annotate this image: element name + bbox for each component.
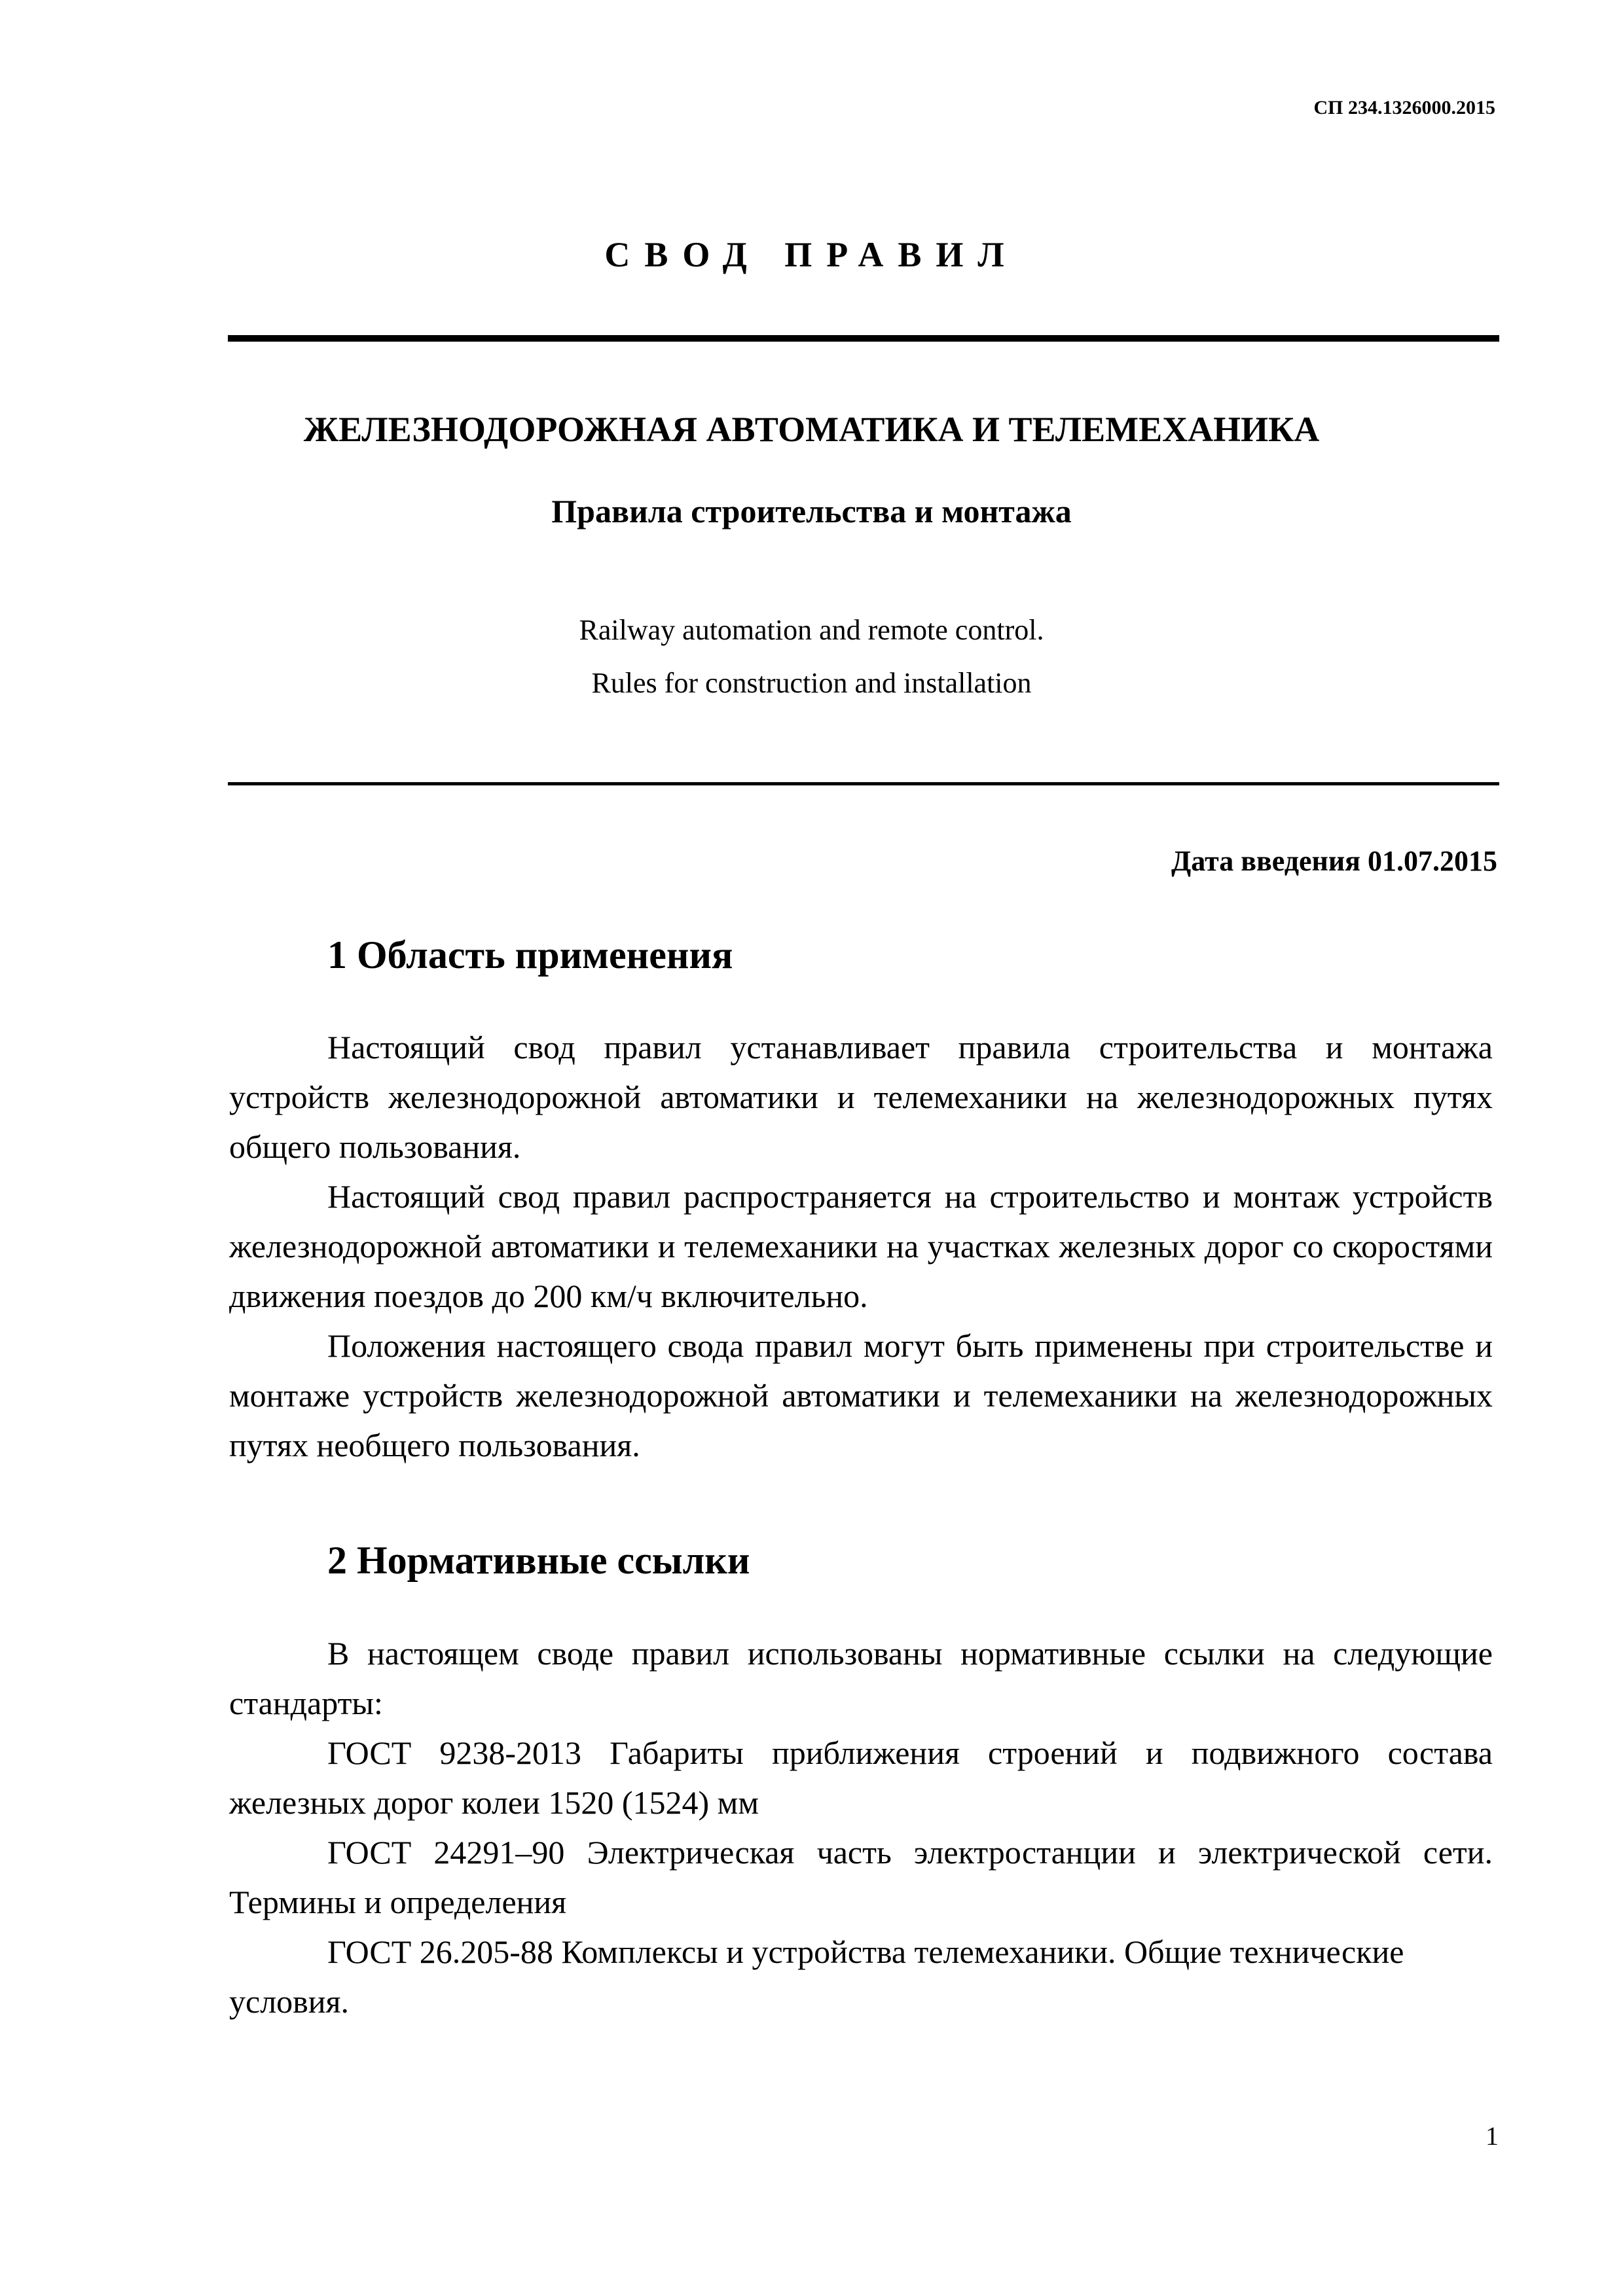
section-2-heading: 2 Нормативные ссылки bbox=[327, 1539, 750, 1582]
introduction-date: Дата введения 01.07.2015 bbox=[1171, 845, 1497, 877]
document-subtitle: Правила строительства и монтажа bbox=[551, 493, 1072, 529]
bottom-rule bbox=[228, 782, 1499, 785]
reference-item: ГОСТ 26.205-88 Комплексы и устройства телемеханики. Общие технические условия. bbox=[229, 1933, 1404, 2020]
top-rule bbox=[228, 335, 1499, 342]
paragraph: Настоящий свод правил устанавливает правила строительства и монтажа устройств железнодорожной автоматики и телемеханики на железнодорожных путях общего пользования. bbox=[229, 1029, 1493, 1165]
paragraph: В настоящем своде правил использованы нормативные ссылки на следующие стандарты: bbox=[229, 1635, 1493, 1721]
code-title: СВОД ПРАВИЛ bbox=[604, 235, 1019, 274]
document-code: СП 234.1326000.2015 bbox=[1313, 97, 1495, 118]
section-2-body bbox=[229, 1628, 1493, 2026]
document-title: ЖЕЛЕЗНОДОРОЖНАЯ АВТОМАТИКА И ТЕЛЕМЕХАНИКА bbox=[303, 410, 1320, 449]
section-1-heading: 1 Область применения bbox=[327, 933, 733, 977]
paragraph: Настоящий свод правил распространяется на строительство и монтаж устройств железнодорожной автоматики и телемеханики на участках железных дорог со скоростями движения поездов до 200 км/ч включительно. bbox=[229, 1178, 1493, 1314]
section-1-body bbox=[229, 1022, 1493, 1470]
english-title-line-2: Rules for construction and installation bbox=[591, 667, 1032, 699]
page-number: 1 bbox=[1486, 2121, 1499, 2151]
english-title-line-1: Railway automation and remote control. bbox=[579, 614, 1044, 646]
reference-item: ГОСТ 24291–90 Электрическая часть электростанции и электрической сети. Термины и определения bbox=[229, 1834, 1493, 1920]
paragraph: Положения настоящего свода правил могут быть применены при строительстве и монтаже устройств железнодорожной автоматики и телемеханики на железнодорожных путях необщего пользования. bbox=[229, 1327, 1493, 1463]
reference-item: ГОСТ 9238-2013 Габариты приближения строений и подвижного состава железных дорог колеи 1520 (1524) мм bbox=[229, 1734, 1493, 1821]
